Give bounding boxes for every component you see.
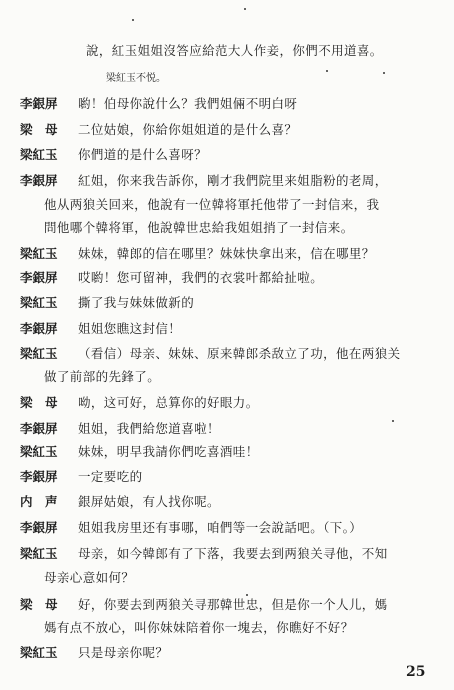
dialogue-line [20,147,207,163]
line-text: 梁紅玉不悦。 [106,73,166,84]
speaker-name: 梁 母 [20,122,58,137]
speaker-name: 李銀屏 [20,321,58,336]
line-text: 一定要吃的 [78,469,143,484]
dialogue-continuation [44,620,354,636]
dialogue-line [20,645,168,661]
line-text: 他从两狼关回来，他說有一位韓将軍托他带了一封信来，我 [44,197,380,212]
dialogue-line [20,421,220,437]
dialogue-continuation [44,369,160,385]
stage-direction [106,71,166,87]
speaker-name: 梁紅玉 [20,546,58,561]
line-text: 撕了我与妹妹做新的 [78,295,195,310]
dialogue-line [20,469,143,485]
dialogue-line [20,270,323,286]
dialogue-line [20,520,362,536]
line-text: 哎喲！您可留神，我們的衣裳叶都給扯啦。 [78,270,324,285]
dialogue-line [86,43,383,59]
line-text: 問他哪个韓将軍，他說韓世忠給我姐姐捎了一封信来。 [44,220,354,235]
print-speck [246,594,248,596]
speaker-name: 内 声 [20,494,58,509]
dialogue-line [20,321,181,337]
line-text: 紅姐，你来我告訴你，剛才我們院里来姐脂粉的老周， [78,173,388,188]
dialogue-line [20,346,401,362]
line-text: 喲！伯母你說什么？我們姐倆不明白呀 [78,96,298,111]
dialogue-line [20,444,259,460]
line-text: 二位姑娘，你給你姐姐道的是什么喜？ [78,122,298,137]
dialogue-line [20,494,220,510]
print-speck [392,420,394,422]
line-text: 銀屏姑娘，有人找你呢。 [78,494,220,509]
line-text: 好，你要去到两狼关寻那韓世忠，但是你一个人儿，媽 [78,597,388,612]
speaker-name: 梁紅玉 [20,295,58,310]
dialogue-line [20,122,297,138]
speaker-name: 李銀屏 [20,173,58,188]
dialogue-line [20,295,194,311]
line-text: 呦，这可好，总算你的好眼力。 [78,395,259,410]
line-text: 說，紅玉姐姐沒答应給范大人作妾，你們不用道喜。 [86,43,383,58]
speaker-name: 梁紅玉 [20,346,58,361]
line-text: 姐姐您瞧这封信！ [78,321,182,336]
speaker-name: 李銀屏 [20,469,58,484]
speaker-name: 梁紅玉 [20,246,58,261]
line-text: 姐姐，我們給您道喜啦！ [78,421,220,436]
dialogue-line [20,597,388,613]
line-text: 妹妹，明早我請你們吃喜酒哇！ [78,444,259,459]
dialogue-line [20,246,375,262]
speaker-name: 梁紅玉 [20,645,58,660]
speaker-name: 梁紅玉 [20,147,58,162]
line-text: 媽有点不放心，叫你妹妹陪着你一塊去，你瞧好不好？ [44,620,354,635]
speaker-name: 李銀屏 [20,421,58,436]
speaker-name: 梁 母 [20,395,58,410]
speaker-name: 梁 母 [20,597,58,612]
speaker-name: 梁紅玉 [20,444,58,459]
speaker-name: 李銀屏 [20,520,58,535]
print-speck [383,72,385,74]
line-text: 只是母亲你呢？ [78,645,169,660]
speaker-name: 李銀屏 [20,96,58,111]
dialogue-continuation [44,570,134,586]
dialogue-line [20,173,388,189]
speaker-name: 李銀屏 [20,270,58,285]
line-text: 姐姐我房里还有事哪，咱們等一会說話吧。（下。） [78,520,363,535]
dialogue-line [20,546,388,562]
dialogue-continuation [44,197,379,213]
print-speck [244,8,246,10]
page-number: 25 [406,664,426,680]
line-text: （看信）母亲、妹妹、原来韓郎杀敌立了功，他在两狼关 [78,346,401,361]
print-speck [326,70,328,72]
dialogue-line [20,395,259,411]
dialogue-continuation [44,220,354,236]
line-text: 妹妹，韓郎的信在哪里？妹妹快拿出来，信在哪里？ [78,246,375,261]
print-speck [132,19,134,21]
dialogue-line [20,96,297,112]
line-text: 做了前部的先鋒了。 [44,369,161,384]
line-text: 你們道的是什么喜呀？ [78,147,208,162]
line-text: 母亲，如今韓郎有了下落，我要去到两狼关寻他，不知 [78,546,388,561]
line-text: 母亲心意如何？ [44,570,135,585]
